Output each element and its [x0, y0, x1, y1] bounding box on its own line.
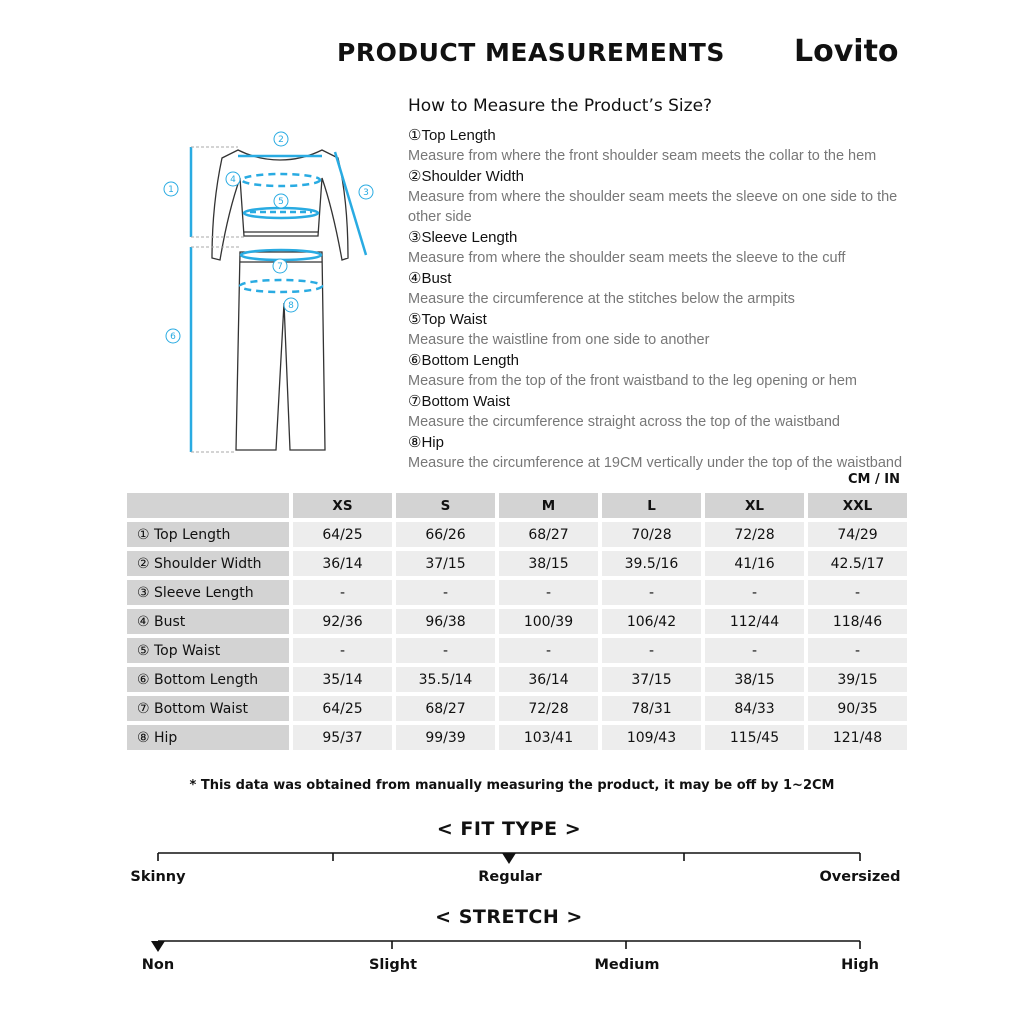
table-cell: 70/28	[602, 522, 701, 547]
table-cell: -	[293, 638, 392, 663]
step-name: ③Sleeve Length	[408, 229, 518, 246]
marker-6: 6	[170, 332, 176, 342]
table-cell: 72/28	[499, 696, 598, 721]
howto-heading: How to Measure the Product’s Size?	[408, 96, 713, 116]
row-label: ④ Bust	[127, 609, 289, 634]
table-cell: 118/46	[808, 609, 907, 634]
table-cell: 64/25	[293, 696, 392, 721]
table-cell: -	[808, 638, 907, 663]
measurement-note: * This data was obtained from manually measuring the product, it may be off by 1~2CM	[189, 778, 835, 793]
row-label: ⑤ Top Waist	[127, 638, 289, 663]
table-cell: 35/14	[293, 667, 392, 692]
table-cell: 95/37	[293, 725, 392, 750]
step-description: Measure from where the front shoulder seam meets the collar to the hem	[408, 148, 877, 164]
table-cell: 99/39	[396, 725, 495, 750]
size-header-xxl: XXL	[808, 493, 907, 518]
stretch-label-non: Non	[141, 957, 175, 973]
fit-label-oversized: Oversized	[819, 869, 901, 885]
step-description: Measure the circumference at 19CM vertically under the top of the waistband	[408, 455, 903, 471]
step-name: ⑤Top Waist	[408, 311, 487, 328]
table-cell: 68/27	[396, 696, 495, 721]
step-description: Measure the circumference straight across the top of the waistband	[408, 414, 840, 430]
size-header-l: L	[602, 493, 701, 518]
table-cell: 115/45	[705, 725, 804, 750]
size-header-m: M	[499, 493, 598, 518]
stretch-marker	[151, 941, 165, 952]
table-cell: 39/15	[808, 667, 907, 692]
step-name: ⑦Bottom Waist	[408, 393, 511, 410]
table-cell: 103/41	[499, 725, 598, 750]
table-cell: 78/31	[602, 696, 701, 721]
table-cell: 100/39	[499, 609, 598, 634]
step-name: ⑧Hip	[408, 434, 444, 451]
marker-2: 2	[278, 135, 284, 145]
table-cell: -	[396, 580, 495, 605]
table-cell: 109/43	[602, 725, 701, 750]
table-cell: 84/33	[705, 696, 804, 721]
table-cell: -	[705, 638, 804, 663]
table-cell: -	[602, 638, 701, 663]
step-description: Measure from the top of the front waistband to the leg opening or hem	[408, 373, 857, 389]
stretch-label-high: High	[841, 957, 879, 973]
table-cell: -	[396, 638, 495, 663]
table-cell: 39.5/16	[602, 551, 701, 576]
size-header-xl: XL	[705, 493, 804, 518]
table-cell: 96/38	[396, 609, 495, 634]
step-description: Measure from where the shoulder seam meets the sleeve to the cuff	[408, 250, 846, 266]
fit-marker	[502, 853, 516, 864]
stretch-label-slight: Slight	[368, 957, 418, 973]
table-cell: 68/27	[499, 522, 598, 547]
brand-logo: Lovito	[794, 34, 899, 69]
row-label: ② Shoulder Width	[127, 551, 289, 576]
table-cell: 37/15	[602, 667, 701, 692]
step-name: ①Top Length	[408, 127, 496, 144]
table-cell: 38/15	[499, 551, 598, 576]
table-cell: 38/15	[705, 667, 804, 692]
table-cell: -	[499, 580, 598, 605]
fit-type-title: < FIT TYPE >	[436, 818, 582, 840]
table-cell: -	[808, 580, 907, 605]
table-cell: 36/14	[293, 551, 392, 576]
page-title: PRODUCT MEASUREMENTS	[337, 38, 725, 67]
size-header-s: S	[396, 493, 495, 518]
step-name: ⑥Bottom Length	[408, 352, 520, 369]
table-cell: 35.5/14	[396, 667, 495, 692]
row-label: ⑧ Hip	[127, 725, 289, 750]
table-cell: -	[499, 638, 598, 663]
table-cell: 42.5/17	[808, 551, 907, 576]
marker-3: 3	[363, 188, 369, 198]
row-label: ① Top Length	[127, 522, 289, 547]
table-cell: -	[293, 580, 392, 605]
marker-1: 1	[168, 185, 174, 195]
fit-label-regular: Regular	[478, 869, 542, 885]
fit-label-skinny: Skinny	[130, 869, 186, 885]
table-cell: -	[602, 580, 701, 605]
table-cell: 66/26	[396, 522, 495, 547]
table-cell: 121/48	[808, 725, 907, 750]
units-label: CM / IN	[848, 472, 900, 487]
row-label: ③ Sleeve Length	[127, 580, 289, 605]
table-cell: 64/25	[293, 522, 392, 547]
row-label: ⑦ Bottom Waist	[127, 696, 289, 721]
table-cell: 37/15	[396, 551, 495, 576]
table-cell: 106/42	[602, 609, 701, 634]
stretch-label-medium: Medium	[594, 957, 660, 973]
marker-4: 4	[230, 175, 236, 185]
table-cell: 72/28	[705, 522, 804, 547]
stretch-title: < STRETCH >	[435, 906, 583, 928]
table-cell: 41/16	[705, 551, 804, 576]
step-description: Measure from where the shoulder seam meets the sleeve on one side to the other side	[408, 189, 898, 225]
table-cell: -	[705, 580, 804, 605]
step-description: Measure the waistline from one side to another	[408, 332, 710, 348]
marker-5: 5	[278, 197, 284, 207]
table-cell: 90/35	[808, 696, 907, 721]
table-cell: 112/44	[705, 609, 804, 634]
step-name: ④Bust	[408, 270, 452, 287]
table-cell: 92/36	[293, 609, 392, 634]
marker-7: 7	[277, 262, 283, 272]
marker-8: 8	[288, 301, 294, 311]
step-description: Measure the circumference at the stitches below the armpits	[408, 291, 795, 307]
row-label: ⑥ Bottom Length	[127, 667, 289, 692]
size-header-xs: XS	[293, 493, 392, 518]
step-name: ②Shoulder Width	[408, 168, 525, 185]
table-cell: 74/29	[808, 522, 907, 547]
table-cell: 36/14	[499, 667, 598, 692]
